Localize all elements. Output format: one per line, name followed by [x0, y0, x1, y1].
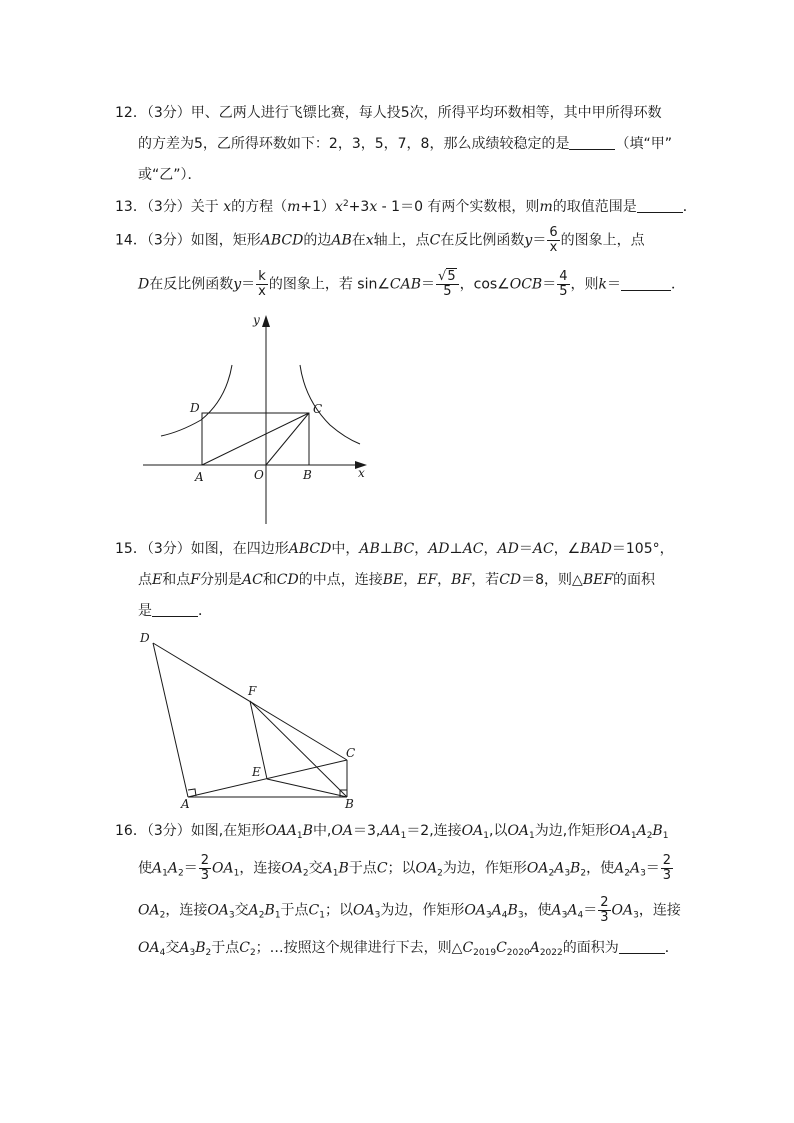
q16-line4: $OA_4$交$A_3B_2$于点$C_2$；…按照这个规律进行下去，则$\triangle C_{2019}C_{2020}A_{2022}$的面积为 ． — [138, 940, 679, 958]
segment-bf — [250, 701, 347, 797]
label-o: O — [254, 468, 264, 482]
label-d: D — [190, 401, 200, 415]
q15-line1: 15．（3分）如图，在四边形ABCD中，AB⊥BC，AD⊥AC，AD＝AC，∠BAD＝105°， — [115, 541, 674, 557]
label-x: x — [358, 466, 365, 480]
q12-line2: 的方差为5，乙所得环数如下：2，3，5，7，8，那么成绩较稳定的是 （填“甲” — [138, 136, 672, 152]
label-y: y — [253, 313, 260, 327]
q16-line1: 16．（3分）如图,在矩形$OAA_1B$中$,OA=3,AA_1=2$,连接$OA_1$,以$OA_1$为边,作矩形$OA_1A_2B_1$ — [115, 823, 669, 841]
label-e: E — [252, 765, 261, 779]
q12-line3: 或“乙”）． — [138, 167, 202, 183]
fraction-2-over-3-b: $\frac{2}{3}$ — [662, 853, 672, 883]
fraction-2-over-3: $\frac{2}{3}$ — [200, 853, 209, 883]
label-b: B — [303, 468, 312, 482]
q16-line3: $OA_2$，连接$OA_3$交$A_2B_1$于点$C_1$；以$OA_3$为边，作矩形$OA_3A_4B_3$，使$A_3A_4=$ $\frac{2}{3}$ $OA_3$，连接 — [138, 895, 681, 925]
fraction-6-over-x: $\frac{6}{x}$ — [549, 225, 558, 255]
fraction-k-over-x: $\frac{k}{x}$ — [258, 269, 266, 299]
segment-be — [267, 779, 347, 797]
label-d: D — [140, 631, 150, 645]
label-a: A — [195, 470, 204, 484]
fraction-4-over-5: $\frac{4}{5}$ — [559, 269, 568, 299]
answer-blank-16[interactable] — [619, 939, 665, 954]
q14-line1: 14．（3分）如图，矩形ABCD的边AB在x轴上，点C在反比例函数y＝ $\frac{6}{x}$ 的图象上，点 — [115, 225, 645, 255]
fraction-sqrt5-over-5: $\frac{√5}{5}$ — [436, 270, 459, 299]
label-c: C — [346, 746, 356, 760]
label-a: A — [181, 797, 190, 811]
q12-line1: 12．（3分）甲、乙两人进行飞镖比赛，每人投5次，所得平均环数相等，其中甲所得环数 — [115, 105, 662, 121]
label-f: F — [248, 684, 257, 698]
q15-line2: 点E和点F分别是AC和CD的中点，连接BE，EF，BF，若CD＝8，则△BEF的面积 — [138, 572, 656, 588]
fraction-2-over-3-c: $\frac{2}{3}$ — [600, 895, 609, 925]
q14-line2: D在反比例函数y＝ $\frac{k}{x}$ 的图象上，若 sin∠CAB＝ $\frac{√5}{5}$ ，cos∠OCB＝ $\frac{4}{5}$ ，则k＝ ． — [138, 269, 685, 299]
q16-line2: 使$A_1A_2=$ $\frac{2}{3}$ $OA_1$，连接$OA_2$交$A_1B$于点C；以$OA_2$为边，作矩形$OA_2A_3B_2$，使$A_2A_3=$ $\frac{2}{3}$ — [138, 853, 672, 883]
label-c: C — [313, 402, 323, 416]
segment-da — [153, 643, 188, 797]
label-b: B — [345, 797, 354, 811]
q13-line1: 13．（3分）关于 x的方程$(m+1)x^2+3x - 1=0$ 有两个实数根，则m的取值范围是 ． — [115, 199, 697, 215]
q15-line3: 是 ． — [138, 603, 212, 619]
